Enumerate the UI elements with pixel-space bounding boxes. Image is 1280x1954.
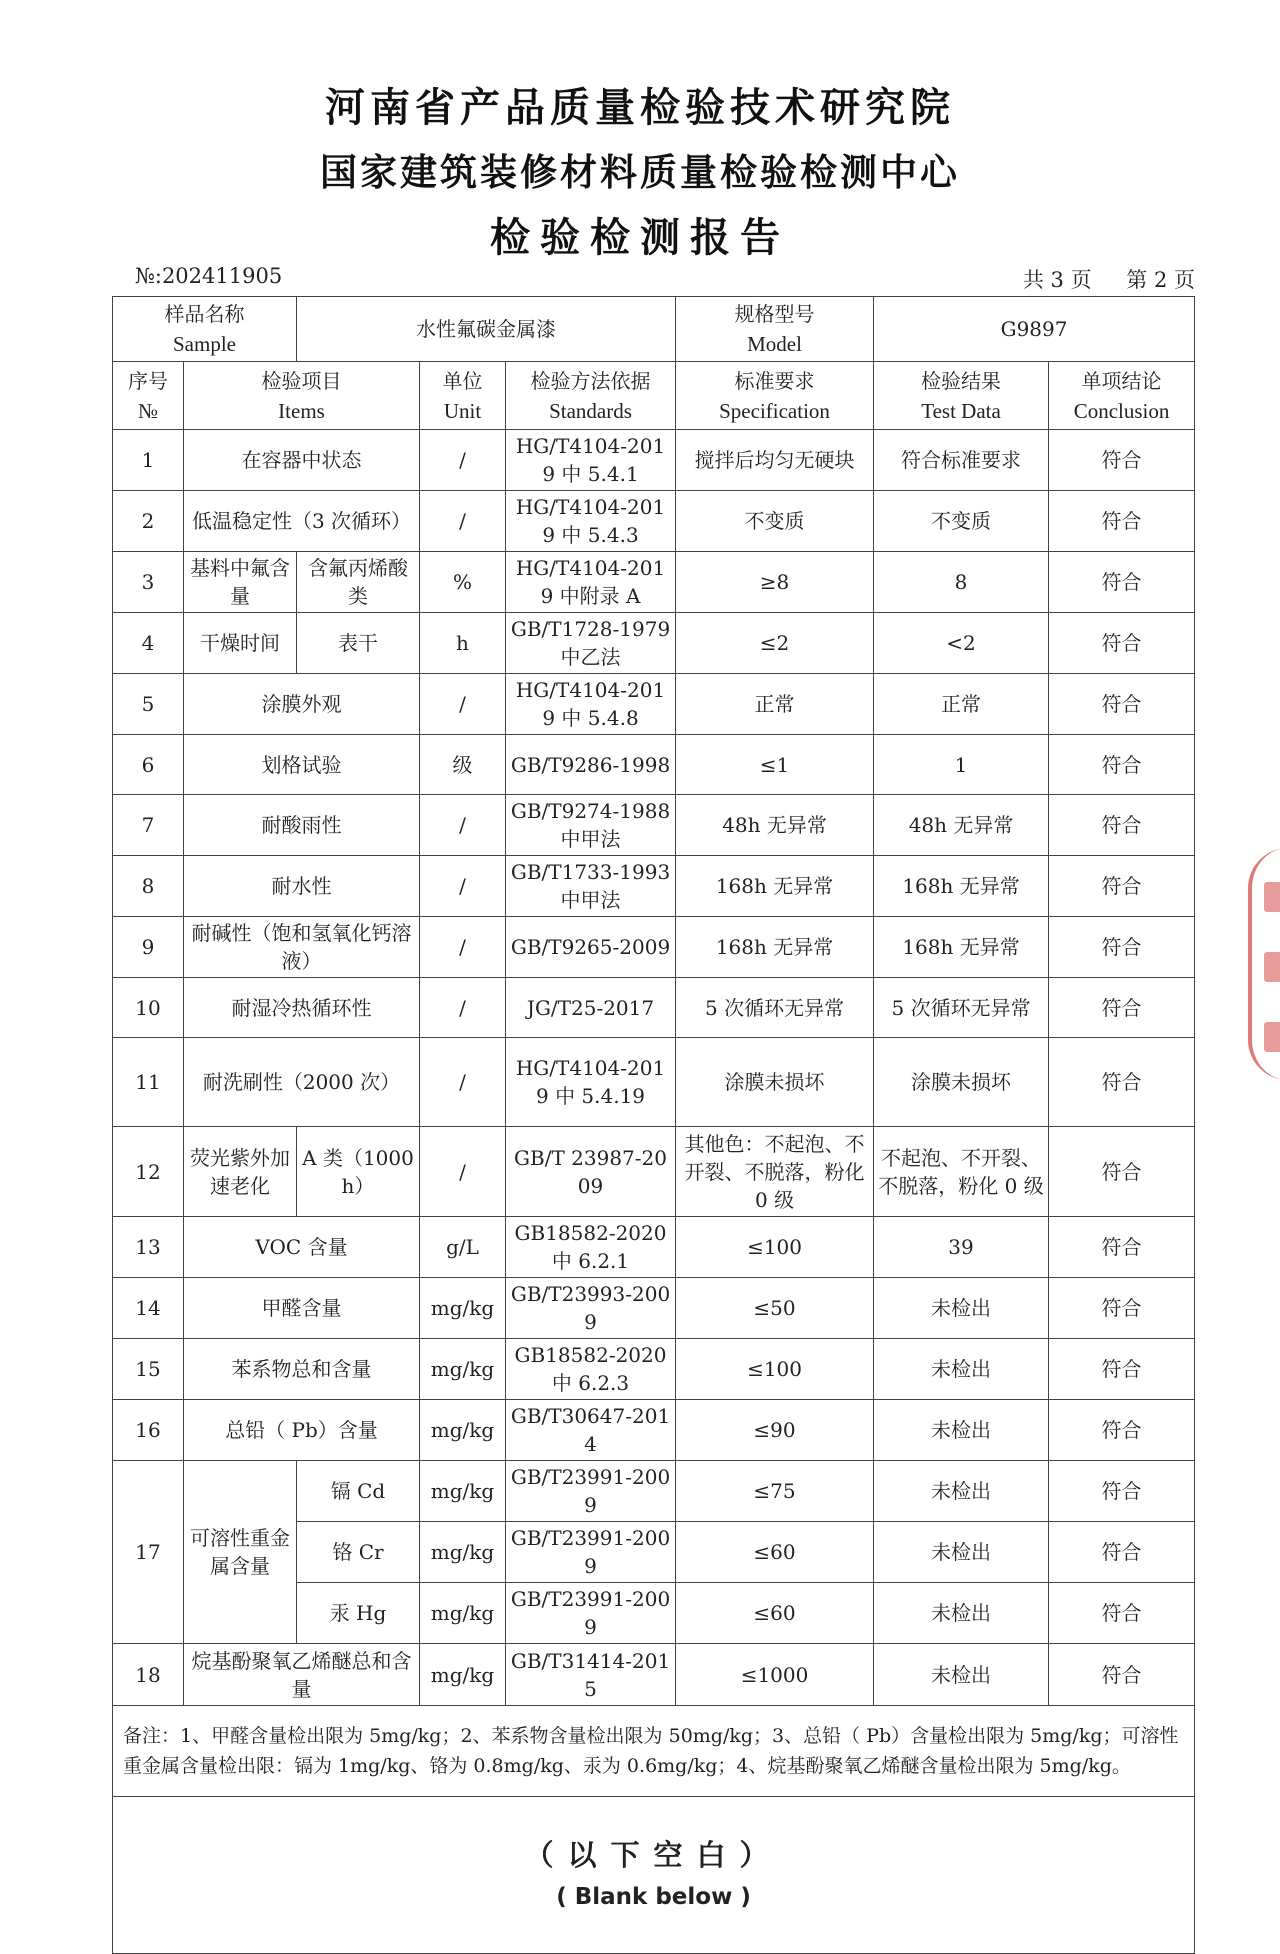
row-no: 11 (113, 1038, 184, 1127)
row-standard: HG/T4104-2019 中 5.4.8 (506, 674, 676, 735)
table-row (113, 613, 1195, 674)
row-no: 2 (113, 491, 184, 552)
header-data-zh: 检验结果 (921, 368, 1002, 393)
row-item: 干燥时间 (184, 613, 297, 674)
row-standard: GB/T23991-2009 (506, 1461, 676, 1522)
row-unit: / (420, 1127, 506, 1217)
table-row (113, 795, 1195, 856)
row-data: 未检出 (874, 1278, 1049, 1339)
row-spec: ≤60 (676, 1522, 874, 1583)
row-data: 48h 无异常 (874, 795, 1049, 856)
row-standard: GB/T9274-1988 中甲法 (506, 795, 676, 856)
table-row (113, 674, 1195, 735)
row-subitem: 表干 (297, 613, 420, 674)
row-spec: 168h 无异常 (676, 917, 874, 978)
row-unit: mg/kg (420, 1583, 506, 1644)
table-row (113, 1644, 1195, 1706)
row-item: 在容器中状态 (184, 430, 420, 491)
row-item: VOC 含量 (184, 1217, 420, 1278)
row-item: 耐湿冷热循环性 (184, 978, 420, 1038)
row-unit: mg/kg (420, 1644, 506, 1706)
row-unit: mg/kg (420, 1522, 506, 1583)
row-data: 正常 (874, 674, 1049, 735)
row-conclusion: 符合 (1049, 735, 1195, 795)
header-spec-zh: 标准要求 (734, 368, 815, 393)
row-conclusion: 符合 (1049, 1522, 1195, 1583)
row-subitem: 汞 Hg (297, 1583, 420, 1644)
row-conclusion: 符合 (1049, 1400, 1195, 1461)
row-data: 未检出 (874, 1400, 1049, 1461)
header-unit-en: Unit (443, 398, 482, 423)
row-data: 未检出 (874, 1339, 1049, 1400)
row-spec: ≤50 (676, 1278, 874, 1339)
row-spec: ≤100 (676, 1217, 874, 1278)
sample-label-en: Sample (173, 332, 236, 356)
row-data: 1 (874, 735, 1049, 795)
row-data: <2 (874, 613, 1049, 674)
row-data: 168h 无异常 (874, 917, 1049, 978)
table-row (113, 735, 1195, 795)
row-item: 荧光紫外加速老化 (184, 1127, 297, 1217)
header-conclusion-zh: 单项结论 (1081, 368, 1162, 393)
row-item: 基料中氟含量 (184, 552, 297, 613)
row-spec: ≤2 (676, 613, 874, 674)
sample-label-zh: 样品名称 (164, 302, 245, 326)
notes-row (113, 1706, 1195, 1797)
row-conclusion: 符合 (1049, 674, 1195, 735)
row-no: 3 (113, 552, 184, 613)
row-spec: 搅拌后均匀无硬块 (676, 430, 874, 491)
row-item: 烷基酚聚氧乙烯醚总和含量 (184, 1644, 420, 1706)
row-spec: ≥8 (676, 552, 874, 613)
row-unit: / (420, 430, 506, 491)
table-row (113, 552, 1195, 613)
row-spec: 涂膜未损坏 (676, 1038, 874, 1127)
row-unit: / (420, 491, 506, 552)
row-unit: / (420, 917, 506, 978)
page-total: 共 3 页 (1022, 268, 1092, 292)
row-data: 未检出 (874, 1522, 1049, 1583)
row-standard: GB/T9265-2009 (506, 917, 676, 978)
header-standards (506, 362, 676, 430)
row-unit: mg/kg (420, 1461, 506, 1522)
row-standard: GB/T 23987-2009 (506, 1127, 676, 1217)
row-item: 低温稳定性（3 次循环） (184, 491, 420, 552)
header-data-en: Test Data (921, 398, 1001, 423)
table-row (113, 856, 1195, 917)
row-unit: / (420, 795, 506, 856)
table-row (113, 1127, 1195, 1217)
row-spec: ≤1 (676, 735, 874, 795)
sample-label-cell (113, 297, 297, 362)
row-data: 5 次循环无异常 (874, 978, 1049, 1038)
row-conclusion: 符合 (1049, 856, 1195, 917)
row-data: 未检出 (874, 1644, 1049, 1706)
row-spec: ≤60 (676, 1583, 874, 1644)
row-conclusion: 符合 (1049, 1127, 1195, 1217)
row-standard: HG/T4104-2019 中附录 A (506, 552, 676, 613)
row-data: 8 (874, 552, 1049, 613)
seal-mark (1264, 882, 1280, 912)
row-unit: mg/kg (420, 1339, 506, 1400)
row-data: 不起泡、不开裂、不脱落，粉化 0 级 (874, 1127, 1049, 1217)
row-no: 5 (113, 674, 184, 735)
header-items (184, 362, 420, 430)
institute-title: 河南省产品质量检验技术研究院 (325, 85, 955, 131)
header-unit-zh: 单位 (442, 368, 483, 393)
page-indicator (995, 264, 1195, 294)
model-label-en: Model (747, 332, 802, 356)
row-conclusion: 符合 (1049, 613, 1195, 674)
row-unit: mg/kg (420, 1278, 506, 1339)
row-standard: GB18582-2020 中 6.2.3 (506, 1339, 676, 1400)
row-item: 总铅（ Pb）含量 (184, 1400, 420, 1461)
sample-info-row (113, 297, 1195, 362)
row-standard: JG/T25-2017 (506, 978, 676, 1038)
notes-text: 备注：1、甲醛含量检出限为 5mg/kg；2、苯系物含量检出限为 50mg/kg；3、总铅（ Pb）含量检出限为 5mg/kg；可溶性重金属含量检出限：镉为 1mg/kg、铬为 0.8mg/kg、汞为 0.6mg/kg；4、烷基酚聚氧乙烯醚含量检出限为 5mg/kg。 (113, 1706, 1195, 1797)
table-row (113, 1038, 1195, 1127)
row-subitem: 含氟丙烯酸类 (297, 552, 420, 613)
row-standard: GB/T30647-2014 (506, 1400, 676, 1461)
row-unit: mg/kg (420, 1400, 506, 1461)
row-no: 8 (113, 856, 184, 917)
row-unit: / (420, 1038, 506, 1127)
row-conclusion: 符合 (1049, 1644, 1195, 1706)
model-label-zh: 规格型号 (734, 302, 815, 326)
row-spec: 正常 (676, 674, 874, 735)
model-label-cell (676, 297, 874, 362)
row-conclusion: 符合 (1049, 978, 1195, 1038)
row-spec: 48h 无异常 (676, 795, 874, 856)
header-unit (420, 362, 506, 430)
row-no: 12 (113, 1127, 184, 1217)
row-data: 不变质 (874, 491, 1049, 552)
header-standards-en: Standards (549, 398, 632, 423)
row-data: 未检出 (874, 1583, 1049, 1644)
row-no: 4 (113, 613, 184, 674)
row-item: 苯系物总和含量 (184, 1339, 420, 1400)
row-unit: h (420, 613, 506, 674)
row-standard: GB/T23993-2009 (506, 1278, 676, 1339)
row-standard: GB/T9286-1998 (506, 735, 676, 795)
table-header-row (113, 362, 1195, 430)
seal-mark (1264, 952, 1280, 982)
model-value: G9897 (874, 297, 1195, 362)
row-conclusion: 符合 (1049, 552, 1195, 613)
row-no: 17 (113, 1461, 184, 1644)
row-standard: GB/T31414-2015 (506, 1644, 676, 1706)
row-standard: GB/T23991-2009 (506, 1522, 676, 1583)
row-conclusion: 符合 (1049, 1461, 1195, 1522)
table-row (113, 978, 1195, 1038)
row-conclusion: 符合 (1049, 1583, 1195, 1644)
row-spec: 168h 无异常 (676, 856, 874, 917)
row-item: 耐水性 (184, 856, 420, 917)
test-results-table (112, 296, 1195, 1954)
table-row (113, 1400, 1195, 1461)
row-spec: ≤100 (676, 1339, 874, 1400)
table-row (113, 1217, 1195, 1278)
row-unit: / (420, 674, 506, 735)
row-no: 7 (113, 795, 184, 856)
row-no: 15 (113, 1339, 184, 1400)
header-conclusion (1049, 362, 1195, 430)
blank-row (113, 1797, 1195, 1954)
blank-below-en: ( Blank below ) (556, 1884, 751, 1910)
row-item: 划格试验 (184, 735, 420, 795)
table-row (113, 1461, 1195, 1522)
row-subitem: 镉 Cd (297, 1461, 420, 1522)
row-item: 耐酸雨性 (184, 795, 420, 856)
row-spec: ≤75 (676, 1461, 874, 1522)
row-conclusion: 符合 (1049, 1278, 1195, 1339)
row-spec: 5 次循环无异常 (676, 978, 874, 1038)
row-conclusion: 符合 (1049, 917, 1195, 978)
row-conclusion: 符合 (1049, 795, 1195, 856)
report-title: 检验检测报告 (490, 215, 790, 261)
header-conclusion-en: Conclusion (1073, 398, 1170, 423)
header-data (874, 362, 1049, 430)
row-conclusion: 符合 (1049, 1339, 1195, 1400)
row-standard: GB/T23991-2009 (506, 1583, 676, 1644)
header-items-zh: 检验项目 (261, 368, 342, 393)
row-no: 14 (113, 1278, 184, 1339)
seal-stamp (1248, 848, 1280, 1080)
row-standard: GB/T1733-1993 中甲法 (506, 856, 676, 917)
row-item: 甲醛含量 (184, 1278, 420, 1339)
row-data: 符合标准要求 (874, 430, 1049, 491)
row-subitem: A 类（1000h） (297, 1127, 420, 1217)
row-spec: 不变质 (676, 491, 874, 552)
row-standard: HG/T4104-2019 中 5.4.19 (506, 1038, 676, 1127)
table-row (113, 491, 1195, 552)
row-data: 39 (874, 1217, 1049, 1278)
row-conclusion: 符合 (1049, 1038, 1195, 1127)
row-unit: 级 (420, 735, 506, 795)
page-current: 第 2 页 (1126, 268, 1195, 292)
header-no-zh: 序号 (128, 368, 168, 393)
row-no: 9 (113, 917, 184, 978)
sample-name: 水性氟碳金属漆 (297, 297, 676, 362)
report-number: №:202411905 (135, 264, 283, 288)
row-spec: ≤90 (676, 1400, 874, 1461)
row-no: 1 (113, 430, 184, 491)
row-standard: GB18582-2020 中 6.2.1 (506, 1217, 676, 1278)
row-data: 涂膜未损坏 (874, 1038, 1049, 1127)
row-standard: HG/T4104-2019 中 5.4.3 (506, 491, 676, 552)
row-conclusion: 符合 (1049, 491, 1195, 552)
seal-mark (1264, 1022, 1280, 1052)
row-conclusion: 符合 (1049, 1217, 1195, 1278)
header-spec-en: Specification (719, 398, 830, 423)
header-spec (676, 362, 874, 430)
row-subitem: 铬 Cr (297, 1522, 420, 1583)
row-unit: / (420, 856, 506, 917)
row-no: 10 (113, 978, 184, 1038)
row-item: 涂膜外观 (184, 674, 420, 735)
header-no-en: № (137, 398, 159, 423)
row-no: 6 (113, 735, 184, 795)
table-row (113, 917, 1195, 978)
row-unit: % (420, 552, 506, 613)
row-spec: ≤1000 (676, 1644, 874, 1706)
row-data: 168h 无异常 (874, 856, 1049, 917)
row-standard: GB/T1728-1979 中乙法 (506, 613, 676, 674)
row-no: 16 (113, 1400, 184, 1461)
center-title: 国家建筑装修材料质量检验检测中心 (320, 151, 960, 194)
header-items-en: Items (278, 398, 325, 423)
table-row (113, 1278, 1195, 1339)
table-row (113, 1339, 1195, 1400)
header-no (113, 362, 184, 430)
blank-below-zh: （以下空白） (524, 1838, 783, 1872)
header-standards-zh: 检验方法依据 (530, 368, 651, 393)
row-data: 未检出 (874, 1461, 1049, 1522)
row-item: 可溶性重金属含量 (184, 1461, 297, 1644)
row-no: 13 (113, 1217, 184, 1278)
row-no: 18 (113, 1644, 184, 1706)
row-item: 耐洗刷性（2000 次） (184, 1038, 420, 1127)
row-unit: / (420, 978, 506, 1038)
row-conclusion: 符合 (1049, 430, 1195, 491)
table-row (113, 430, 1195, 491)
row-item: 耐碱性（饱和氢氧化钙溶液） (184, 917, 420, 978)
blank-below-cell (113, 1797, 1195, 1954)
row-unit: g/L (420, 1217, 506, 1278)
row-standard: HG/T4104-2019 中 5.4.1 (506, 430, 676, 491)
row-spec: 其他色：不起泡、不开裂、不脱落，粉化 0 级 (676, 1127, 874, 1217)
